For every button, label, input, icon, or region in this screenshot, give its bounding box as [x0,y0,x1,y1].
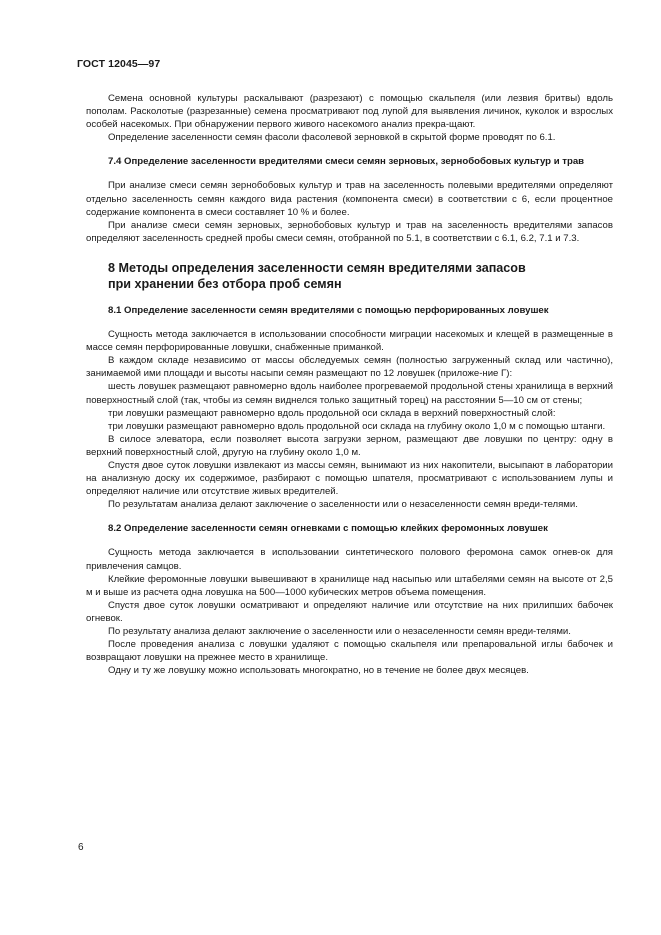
paragraph: В силосе элеватора, если позволяет высота загрузки зерном, размещают две ловушки по центру: одну в верхний поверхностный слой, другую на глубину около 1,0 м. [86,433,613,458]
document-body [86,92,613,677]
paragraph: При анализе смеси семян зерновых, зернобобовых культур и трав на заселенность вредителями запасов определяют заселенность средней пробы смеси семян, отобранной по 5.1, в соответствии с 6.1, 6.2, 7.1 и 7.3. [86,219,613,244]
subsection-heading-8-1: 8.1 Определение заселенности семян вредителями с помощью перфорированных ловушек [108,304,549,316]
paragraph: Клейкие феромонные ловушки вывешивают в хранилище над насыпью или штабелями семян на высоте от 2,5 м и выше из расчета одна ловушка на 500—1000 кубических метров объема помещения. [86,573,613,598]
paragraph: По результатам анализа делают заключение о заселенности или о незаселенности семян вреди-телями. [108,499,578,511]
section-heading-8 [86,260,613,293]
paragraph: По результату анализа делают заключение о заселенности или о незаселенности семян вреди-телями. [108,626,571,637]
paragraph: три ловушки размещают равномерно вдоль продольной оси склада в верхний поверхностный слой: [108,407,556,419]
document-id: ГОСТ 12045—97 [77,58,161,70]
paragraph: В каждом складе независимо от массы обследуемых семян (полностью загруженный склад или частично), занимаемой ими площади и высоты насыпи семян размещают по 12 ловушек (приложе-ние Г): [86,355,613,380]
paragraph: Сущность метода заключается в использовании способности миграции насекомых и клещей в размещенные в массе семян перфорированные ловушки, снабженные приманкой. [86,329,613,354]
section-heading-line: при хранении без отбора проб семян [108,277,342,292]
paragraph: три ловушки размещают равномерно вдоль продольной оси склада на глубину около 1,0 м с помощью штанги. [108,420,606,432]
paragraph: шесть ловушек размещают равномерно вдоль наиболее прогреваемой продольной стены хранилища в верхний поверхностный слой (так, чтобы из семян виднелся только защитный торец) на расстоянии 5—10 см от стены; [86,381,613,406]
paragraph: После проведения анализа с ловушки удаляют с помощью скальпеля или препаровальной иглы бабочек и возвращают ловушки на прежнее место в хранилище. [86,639,613,664]
paragraph: Определение заселенности семян фасоли фасолевой зерновкой в скрытой форме проводят по 6.1. [108,132,556,144]
paragraph: При анализе смеси семян зернобобовых культур и трав на заселенность полевыми вредителями определяют отдельно заселенность семян каждого вида растения (компонента смеси) в соответствии с 6, если процентное содержание компонента в смеси составляет 10 % и более. [86,180,613,218]
section-heading-line: 8 Методы определения заселенности семян вредителями запасов [108,260,526,275]
subsection-heading-7-4: 7.4 Определение заселенности вредителями смеси семян зерновых, зернобобовых культур и трав [108,156,585,168]
paragraph: Спустя двое суток ловушки осматривают и определяют наличие или отсутствие на них прилипших бабочек огневок. [86,599,613,624]
paragraph: Сущность метода заключается в использовании синтетического полового феромона самок огнев-ок для привлечения самцов. [86,547,613,572]
subsection-heading-8-2: 8.2 Определение заселенности семян огневками с помощью клейких феромонных ловушек [108,523,548,535]
paragraph: Спустя двое суток ловушки извлекают из массы семян, вынимают из них накопители, высыпают в лаборатории на анализную доску их содержимое, разбирают с помощью шпателя, просматривают с использованием лупы и определяют наличие или отсутствие живых вредителей. [86,459,613,498]
paragraph: Одну и ту же ловушку можно использовать многократно, но в течение не более двух месяцев. [108,665,529,677]
page-number: 6 [78,842,84,853]
paragraph: Семена основной культуры раскалывают (разрезают) с помощью скальпеля (или лезвия бритвы) вдоль пополам. Расколотые (разрезанные) семена просматривают под лупой для выявления личинок, куколок и взрослых особей насекомых. При обнаружении первого живого насекомого анализ прекра-щают. [86,93,613,131]
